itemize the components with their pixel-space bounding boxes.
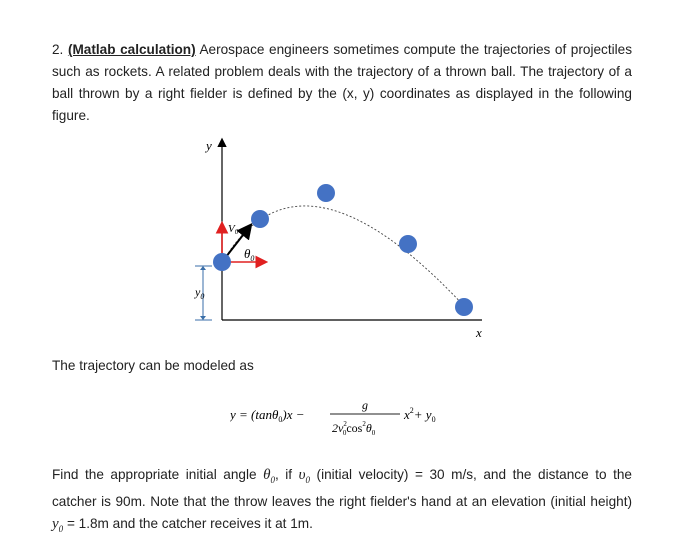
- task-part3: (initial velocity) = 30 m/s, and the distance to the catcher is 90m. Note that the throw leaves the right fielder's hand at an elevation (initial height): [52, 467, 632, 509]
- ball-falling: [399, 235, 417, 253]
- ball-peak: [317, 184, 335, 202]
- ball-start: [213, 253, 231, 271]
- task-y0: $y_0$: [52, 516, 64, 534]
- y0-label: $y_0$: [195, 285, 205, 301]
- equation-rhs: $x^2+ y_0$: [404, 406, 436, 424]
- v0-label: V0: [228, 223, 239, 236]
- ball-rising: [251, 210, 269, 228]
- task-v0: $\upsilon_0$: [298, 467, 311, 485]
- task-part2: , if: [274, 467, 299, 482]
- task-part4: = 1.8m and the catcher receives it at 1m.: [63, 516, 313, 531]
- problem-statement: [52, 39, 632, 127]
- ball-end: [455, 298, 473, 316]
- model-text: The trajectory can be modeled as: [52, 358, 254, 373]
- problem-intro: Aerospace engineers sometimes compute the trajectories of projectiles such as rockets. A related problem deals with the trajectory of a thrown ball. The trajectory of a ball thrown by a right fielder is defined by the (x, y) coordinates as displayed in the following figure.: [52, 42, 633, 123]
- equation-denominator: $2v^2$ $0\cos^2\theta_0$: [332, 420, 376, 437]
- equation-numerator: g: [362, 398, 368, 412]
- trajectory-figure: [190, 130, 500, 345]
- y-axis-label: y: [206, 138, 212, 153]
- trajectory-equation: [230, 390, 480, 444]
- problem-tag: (Matlab calculation): [67, 42, 196, 57]
- x-axis-label: x: [476, 325, 482, 340]
- task-theta: $\theta_0$: [263, 467, 275, 485]
- theta-label: $\theta_0$: [244, 246, 255, 263]
- task-part1: Find the appropriate initial angle: [52, 467, 264, 482]
- problem-number: 2.: [52, 42, 64, 57]
- task-statement: [52, 464, 632, 540]
- equation-lhs: y = (tanθ$_0$)x −: [230, 407, 305, 424]
